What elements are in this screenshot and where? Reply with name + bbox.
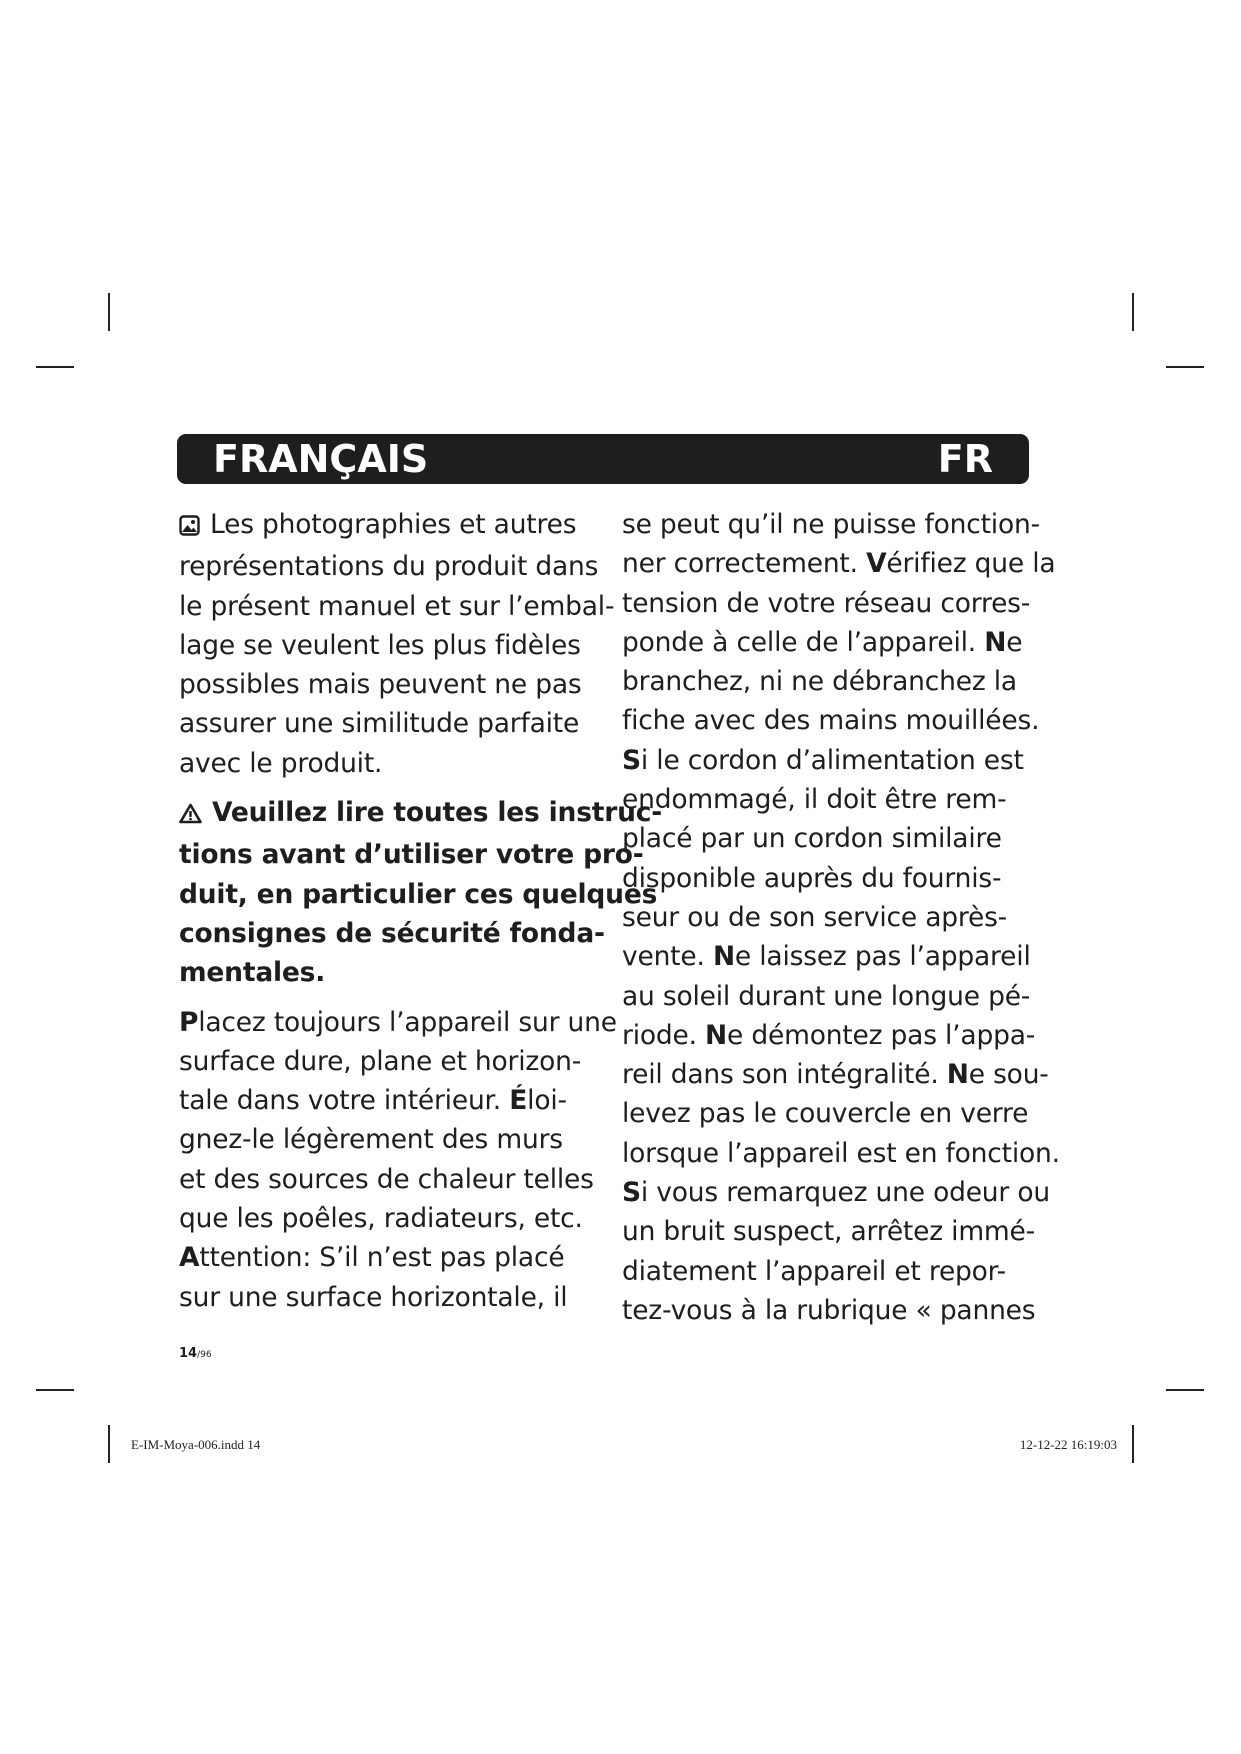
crop-mark-top-right-vertical (1132, 293, 1134, 331)
left-column (179, 505, 663, 1317)
body-line: ner correctement. Vérifiez que la (622, 548, 1056, 580)
right-column (622, 505, 1060, 1330)
body-line: gnez-le légèrement des murs (179, 1124, 563, 1156)
language-code: FR (937, 437, 993, 481)
photo-note-line: Les photographies et autres (179, 505, 599, 547)
photo-note-line: lage se veulent les plus fidèles (179, 629, 581, 661)
body-line: ponde à celle de l’appareil. Ne (622, 626, 1023, 658)
body-line: Attention: S’il n’est pas placé (179, 1242, 565, 1274)
body-line: un bruit suspect, arrêtez immé- (622, 1216, 1036, 1248)
body-line: reil dans son intégralité. Ne sou- (622, 1059, 1049, 1091)
warning-line: duit, en particulier ces quelques (179, 878, 658, 910)
body-line: levez pas le couvercle en verre (622, 1098, 1029, 1130)
photo-note-line: possibles mais peuvent ne pas (179, 669, 582, 701)
body-line: disponible auprès du fournis- (622, 862, 1002, 894)
body-line: Si le cordon d’alimentation est (622, 744, 1024, 776)
warning-line: mentales. (179, 957, 326, 989)
file-slug: E-IM-Moya-006.indd 14 (131, 1437, 261, 1452)
warning-line: Veuillez lire toutes les instruc- (179, 793, 599, 835)
body-line: branchez, ni ne débranchez la (622, 666, 1017, 698)
photo-note-line: représentations du produit dans (179, 551, 599, 583)
crop-mark-top-left-horizontal (36, 366, 74, 368)
body-line: placé par un cordon similaire (622, 823, 1002, 855)
body-line: riode. Ne démontez pas l’appa- (622, 1019, 1036, 1051)
body-line: sur une surface horizontale, il (179, 1281, 568, 1313)
crop-mark-top-left-vertical (108, 293, 110, 331)
safety-warning (179, 793, 663, 992)
body-line: fiche avec des mains mouillées. (622, 705, 1040, 737)
body-line: lorsque l’appareil est en fonction. (622, 1137, 1060, 1169)
warning-line: tions avant d’utiliser votre pro- (179, 839, 644, 871)
crop-mark-bottom-right-vertical (1132, 1425, 1134, 1463)
body-line: au soleil durant une longue pé- (622, 980, 1031, 1012)
body-line: tez-vous à la rubrique « pannes (622, 1294, 1036, 1326)
language-title: FRANÇAIS (213, 437, 429, 481)
photo-note-line: avec le produit. (179, 747, 383, 779)
body-line: seur ou de son service après- (622, 901, 1008, 933)
body-line: Si vous remarquez une odeur ou (622, 1177, 1050, 1209)
photo-note-line: assurer une similitude parfaite (179, 708, 580, 740)
warning-triangle-icon (179, 796, 202, 835)
body-line: se peut qu’il ne puisse fonction- (622, 509, 1040, 540)
photo-note (179, 505, 615, 783)
page-number: 14/96 (179, 1346, 212, 1361)
body-line: et des sources de chaleur telles (179, 1163, 594, 1195)
body-line: tension de votre réseau corres- (622, 587, 1031, 619)
body-line: vente. Ne laissez pas l’appareil (622, 941, 1031, 973)
print-timestamp: 12-12-22 16:19:03 (1019, 1437, 1117, 1452)
crop-mark-bottom-left-vertical (108, 1425, 110, 1463)
safety-paragraph (622, 505, 1060, 1330)
language-header-bar (177, 434, 1029, 484)
body-line: tale dans votre intérieur. Éloi- (179, 1085, 567, 1117)
body-line: surface dure, plane et horizon- (179, 1045, 582, 1077)
body-line: que les poêles, radiateurs, etc. (179, 1203, 583, 1235)
crop-mark-bottom-right-horizontal (1166, 1389, 1204, 1391)
photo-note-line: le présent manuel et sur l’embal- (179, 590, 615, 622)
warning-line: consignes de sécurité fonda- (179, 917, 605, 949)
body-line: diatement l’appareil et repor- (622, 1255, 1007, 1287)
body-line: Placez toujours l’appareil sur une (179, 1006, 617, 1038)
crop-mark-top-right-horizontal (1166, 366, 1204, 368)
body-line: endommagé, il doit être rem- (622, 784, 1007, 816)
image-icon (179, 508, 200, 547)
crop-mark-bottom-left-horizontal (36, 1389, 74, 1391)
placement-paragraph (179, 1003, 617, 1317)
